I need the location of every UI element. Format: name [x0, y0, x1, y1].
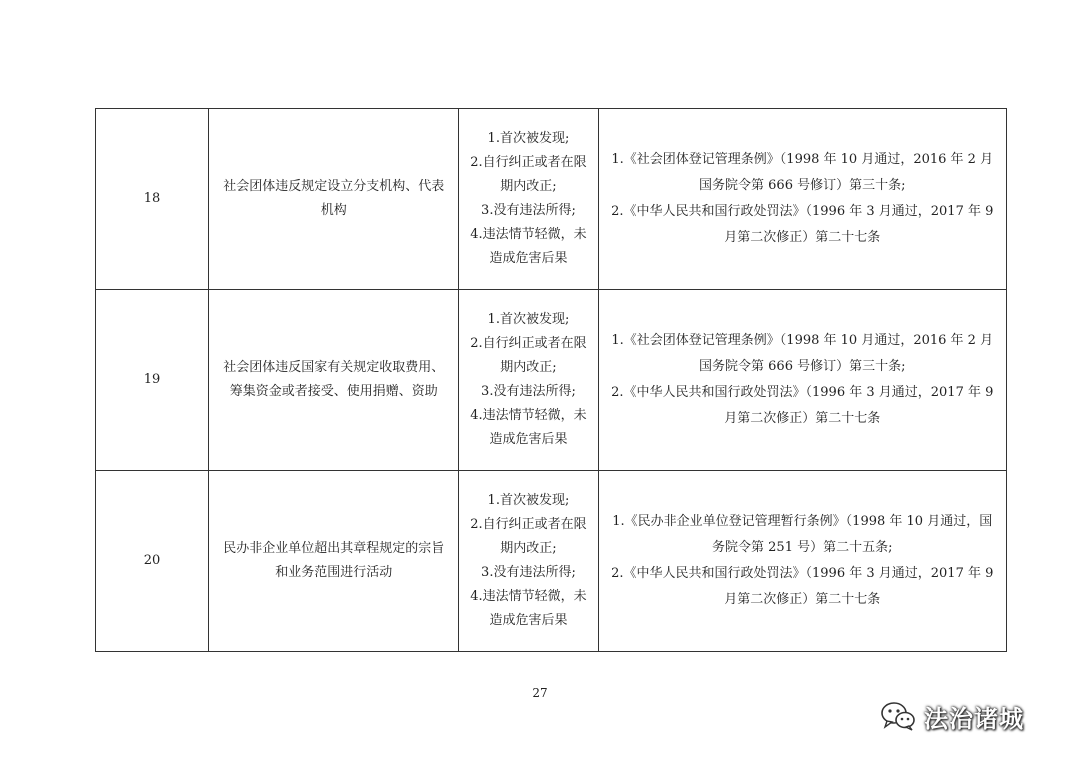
- violation-item: [209, 471, 459, 652]
- regulation-table: [95, 108, 1007, 652]
- condition-line: 3.没有违法所得;: [481, 384, 576, 399]
- condition-line: 4.违法情节轻微，未造成危害后果: [470, 589, 587, 628]
- watermark-text: 法治诸城: [924, 704, 1024, 733]
- legal-basis-line: 1.《社会团体登记管理条例》（1998 年 10 月通过，2016 年 2 月国务院令第 666 号修订）第三十条;: [611, 333, 994, 374]
- condition-line: 4.违法情节轻微，未造成危害后果: [470, 408, 587, 447]
- condition-line: 2.自行纠正或者在限期内改正;: [470, 155, 587, 194]
- condition-line: 1.首次被发现;: [487, 493, 570, 508]
- condition-line: 1.首次被发现;: [487, 131, 570, 146]
- table-row: [96, 290, 1007, 471]
- condition-line: 3.没有违法所得;: [481, 565, 576, 580]
- violation-item-text: 社会团体违反规定设立分支机构、代表机构: [223, 179, 445, 218]
- row-number: 18: [96, 109, 209, 290]
- legal-basis-cell: [598, 109, 1006, 290]
- violation-item-text: 民办非企业单位超出其章程规定的宗旨和业务范围进行活动: [223, 541, 445, 580]
- wechat-icon: [880, 701, 916, 731]
- condition-line: 4.违法情节轻微，未造成危害后果: [470, 227, 587, 266]
- conditions-cell: [459, 290, 598, 471]
- condition-line: 3.没有违法所得;: [481, 203, 576, 218]
- legal-basis-line: 2.《中华人民共和国行政处罚法》（1996 年 3 月通过，2017 年 9 月第二次修正）第二十七条: [611, 385, 994, 426]
- violation-item: [209, 109, 459, 290]
- table-row: [96, 471, 1007, 652]
- row-number: 19: [96, 290, 209, 471]
- legal-basis-line: 2.《中华人民共和国行政处罚法》（1996 年 3 月通过，2017 年 9 月第二次修正）第二十七条: [611, 204, 994, 245]
- page-number: 27: [532, 686, 548, 700]
- condition-line: 2.自行纠正或者在限期内改正;: [470, 517, 587, 556]
- condition-line: 1.首次被发现;: [487, 312, 570, 327]
- legal-basis-cell: [598, 290, 1006, 471]
- violation-item-text: 社会团体违反国家有关规定收取费用、筹集资金或者接受、使用捐赠、资助: [223, 360, 445, 399]
- legal-basis-line: 1.《社会团体登记管理条例》（1998 年 10 月通过，2016 年 2 月国务院令第 666 号修订）第三十条;: [611, 152, 994, 193]
- legal-basis-line: 1.《民办非企业单位登记管理暂行条例》（1998 年 10 月通过，国务院令第 251 号）第二十五条;: [612, 514, 993, 555]
- watermark: [880, 698, 1055, 734]
- legal-basis-line: 2.《中华人民共和国行政处罚法》（1996 年 3 月通过，2017 年 9 月第二次修正）第二十七条: [611, 566, 994, 607]
- conditions-cell: [459, 471, 598, 652]
- conditions-cell: [459, 109, 598, 290]
- row-number: 20: [96, 471, 209, 652]
- violation-item: [209, 290, 459, 471]
- condition-line: 2.自行纠正或者在限期内改正;: [470, 336, 587, 375]
- legal-basis-cell: [598, 471, 1006, 652]
- table-row: [96, 109, 1007, 290]
